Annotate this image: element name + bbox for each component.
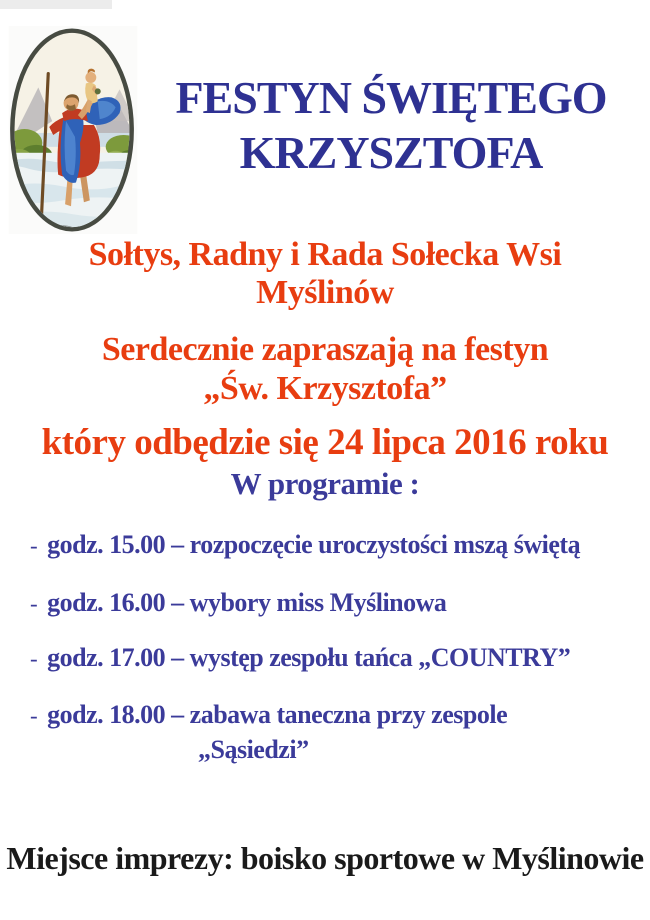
item-line-1 xyxy=(30,698,640,733)
item-description: zabawa taneczna przy zespole xyxy=(189,700,508,729)
item-description-line-2: „Sąsiedzi” xyxy=(198,735,309,764)
program-item-2 xyxy=(30,586,640,621)
item-description: występ zespołu tańca „COUNTRY” xyxy=(189,643,571,672)
program-item-3 xyxy=(30,641,640,676)
item-bullet: - xyxy=(30,533,38,558)
saint-christopher-icon xyxy=(8,26,138,234)
item-description: wybory miss Myślinowa xyxy=(189,588,447,617)
item-dash: – xyxy=(171,588,184,617)
item-bullet: - xyxy=(30,703,38,728)
invitation-text xyxy=(0,330,650,408)
page-title xyxy=(140,70,642,180)
program-item-4 xyxy=(30,698,640,767)
scan-artifact-strip xyxy=(0,0,112,9)
item-dash: – xyxy=(171,643,184,672)
item-bullet: - xyxy=(30,591,38,616)
program-heading: W programie : xyxy=(230,466,420,501)
venue-line: Miejsce imprezy: boisko sportowe w Myślinowie xyxy=(6,840,644,876)
invitation-line-1: Serdecznie zapraszają na festyn xyxy=(101,331,549,368)
item-time: godz. 15.00 xyxy=(47,530,166,559)
saint-christopher-image xyxy=(8,26,138,234)
item-dash: – xyxy=(171,700,184,729)
item-time: godz. 17.00 xyxy=(47,643,166,672)
title-line-2: KRZYSZTOFA xyxy=(239,127,543,178)
event-date-line: który odbędzie się 24 lipca 2016 roku xyxy=(41,422,609,463)
item-dash: – xyxy=(171,530,184,559)
program-item-1 xyxy=(30,528,640,563)
organizer-line-2: Myślinów xyxy=(256,274,394,311)
item-description: rozpoczęcie uroczystości mszą świętą xyxy=(189,530,581,559)
organizer-line-1: Sołtys, Radny i Rada Sołecka Wsi xyxy=(88,236,562,273)
invitation-line-2: „Św. Krzysztofa” xyxy=(203,370,447,407)
title-line-1: FESTYN ŚWIĘTEGO xyxy=(175,72,607,123)
item-time: godz. 18.00 xyxy=(47,700,166,729)
item-time: godz. 16.00 xyxy=(47,588,166,617)
item-bullet: - xyxy=(30,646,38,671)
organizer-text xyxy=(0,236,650,312)
